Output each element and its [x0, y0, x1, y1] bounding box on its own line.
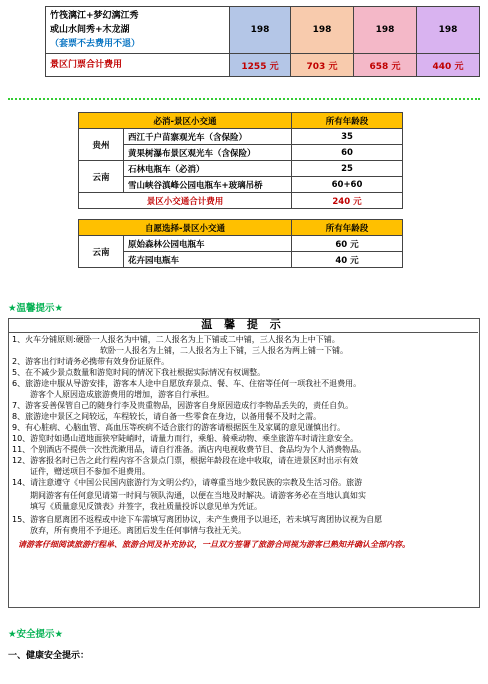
- package-price-2: 198: [291, 7, 354, 54]
- transport-price: 40 元: [292, 252, 403, 268]
- ticket-total-1: 1255 元: [230, 54, 291, 77]
- tip-item: 游客个人原因造成旅游费用的增加，游客自行承担。: [30, 390, 214, 399]
- optional-transport-age-header: 所有年龄段: [292, 220, 403, 236]
- transport-price: 25: [292, 161, 403, 177]
- required-transport-title: 必消-景区小交通: [79, 113, 292, 129]
- required-transport-header: [79, 113, 403, 129]
- tip-item: 12、游客报名时已告之此行程内容不含景点门票，根据年龄段在途中收取，请在进景区时出示有效: [12, 456, 359, 465]
- package-line-2: 或山水间秀+木龙湖: [50, 25, 130, 35]
- tip-item: 5、在不减少景点数量和游览时间的情况下我社根据实际情况有权调整。: [12, 368, 266, 377]
- transport-item: 原始森林公园电瓶车: [124, 236, 292, 252]
- tip-item: 11、个别酒店不提供一次性洗漱用品，请自行准备。酒店内电视收费节目、食品均为个人消费物品。: [12, 445, 367, 454]
- transport-price: 60: [292, 145, 403, 161]
- tip-item: 6、旅游途中服从导游安排，游客本人途中自愿放弃景点、餐、车、住宿等任何一项我社不退费用。: [12, 379, 362, 388]
- tip-item: 2、游客出行时请务必携带有效身份证原件。: [12, 357, 170, 366]
- package-row: [46, 7, 480, 54]
- ticket-total-3: 658 元: [354, 54, 417, 77]
- package-line-1: 竹筏漓江+梦幻漓江秀: [50, 11, 139, 21]
- transport-item: 花卉园电瓶车: [124, 252, 292, 268]
- transport-item: 黄果树瀑布景区观光车（含保险）: [124, 145, 292, 161]
- tips-heading: 温 馨 提 示: [8, 318, 478, 333]
- tip-item: 软卧一人报名为上铺，二人报名为上下铺，三人报名为两上铺一下铺。: [100, 346, 348, 355]
- required-transport-age-header: 所有年龄段: [292, 113, 403, 129]
- safety-section-title: ★安全提示★: [8, 629, 64, 640]
- tip-item: 放弃，所有费用不予退还。离团后发生任何事情与我社无关。: [30, 526, 246, 535]
- tip-item: 填写《质量意见反馈表》并签字，我社质量投诉以意见单为凭证。: [30, 502, 262, 511]
- package-price-3: 198: [354, 7, 417, 54]
- tip-item: 8、旅游途中景区之间较远，车程较长，请自备一些零食在身边，以备用餐不及时之需。: [12, 412, 322, 421]
- transport-item: 石林电瓶车（必消）: [124, 161, 292, 177]
- transport-price: 35: [292, 129, 403, 145]
- ticket-total-2: 703 元: [291, 54, 354, 77]
- package-price-4: 198: [417, 7, 480, 54]
- health-heading: 一、健康安全提示：: [8, 651, 90, 661]
- transport-item: 雪山峡谷滇峰公园电瓶车+玻璃吊桥: [124, 177, 292, 193]
- ticket-total-4: 440 元: [417, 54, 480, 77]
- transport-total-row: [79, 193, 403, 209]
- section-divider: [8, 98, 480, 100]
- tip-item: 7、游客妥善保管自己的随身行李及贵重物品，因游客自身原因造成行李物品丢失的，责任自负。: [12, 401, 354, 410]
- optional-transport-table: [78, 219, 403, 268]
- tips-section-title: ★温馨提示★: [8, 303, 64, 314]
- table-row: [79, 161, 403, 177]
- table-row: [79, 177, 403, 193]
- tip-item: 1、火车分铺原则:硬卧一人报名为中铺，二人报名为上下铺或二中铺，三人报名为上中下铺。: [12, 335, 340, 344]
- package-name-cell: [46, 7, 230, 54]
- package-note: （套票不去费用不退）: [50, 39, 141, 49]
- transport-item: 西江千户苗寨观光车（含保险）: [124, 129, 292, 145]
- package-price-1: 198: [230, 7, 291, 54]
- region-guizhou: 贵州: [79, 129, 124, 161]
- ticket-total-row: [46, 54, 480, 77]
- region-yunnan: 云南: [79, 236, 124, 268]
- table-row: [79, 236, 403, 252]
- tip-item: 14、请注意遵守《中国公民国内旅游行为文明公约》，请尊重当地少数民族的宗教及生活习俗。旅游: [12, 478, 363, 487]
- tips-warning: 请游客仔细阅读旅游行程单、旅游合同及补充协议，一旦双方签署了旅游合同视为游客已熟知并确认全部内容。: [18, 540, 410, 549]
- transport-total-value: 240 元: [292, 193, 403, 209]
- optional-transport-header: [79, 220, 403, 236]
- optional-transport-title: 自愿选择-景区小交通: [79, 220, 292, 236]
- table-row: [79, 129, 403, 145]
- tip-item: 期间游客有任何意见请第一时间与领队沟通，以便在当地及时解决。请游客务必在当地认真如实: [30, 491, 366, 500]
- ticket-total-label: 景区门票合计费用: [46, 54, 230, 77]
- region-yunnan: 云南: [79, 161, 124, 193]
- tips-list: [0, 334, 488, 604]
- ticket-price-table: [45, 6, 480, 77]
- tip-item: 证件，赠送项目不参加不退费用。: [30, 467, 150, 476]
- transport-price: 60+60: [292, 177, 403, 193]
- table-row: [79, 252, 403, 268]
- tip-item: 9、有心脏病、心脑血管、高血压等疾病不适合旅行的游客请根据医生及家属的意见谨慎出行。: [12, 423, 346, 432]
- tip-item: 10、游览时如遇山道地面狭窄陡峭时，请量力而行，乘船、骑乘动物、乘坐旅游车时请注意安全。: [12, 434, 359, 443]
- transport-total-label: 景区小交通合计费用: [79, 193, 292, 209]
- required-transport-table: [78, 112, 403, 209]
- transport-price: 60 元: [292, 236, 403, 252]
- table-row: [79, 145, 403, 161]
- tip-item: 15、游客自愿离团不返程或中途下车需填写离团协议，未产生费用予以退还，若未填写离团协议视为自愿: [12, 515, 383, 524]
